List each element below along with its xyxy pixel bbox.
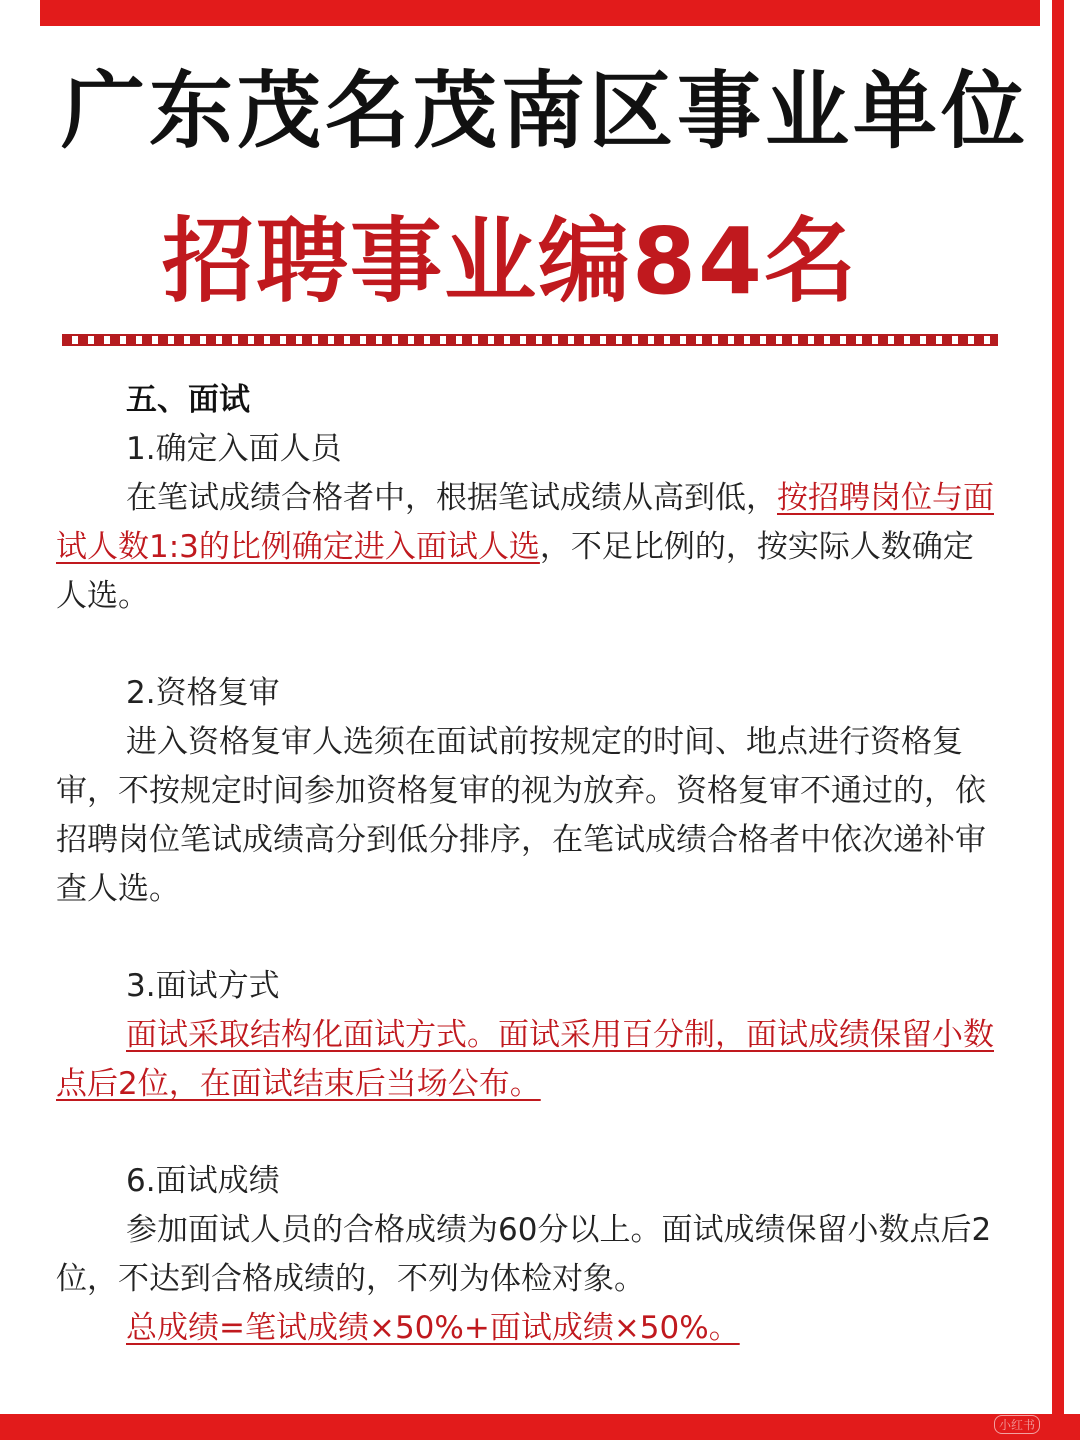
decorative-divider	[62, 334, 998, 346]
item-4-title: 6.面试成绩	[126, 1163, 280, 1199]
item-1-text-b: ，不足比例的，按实际人数确定人选。	[56, 529, 974, 614]
article-body	[56, 376, 996, 1353]
title-main: 广东茂名茂南区事业单位	[60, 62, 1029, 160]
watermark-logo: 小红书	[994, 1415, 1040, 1434]
item-3-highlight: 面试采取结构化面试方式。面试采用百分制，面试成绩保留小数点后2位，在面试结束后当场公布。	[56, 1017, 994, 1102]
item-3-title: 3.面试方式	[126, 968, 280, 1004]
right-border-bar	[1052, 0, 1064, 1440]
item-4-paragraph: 参加面试人员的合格成绩为60分以上。面试成绩保留小数点后2位，不达到合格成绩的，不列为体检对象。	[56, 1212, 992, 1297]
bottom-border-bar	[0, 1414, 1080, 1440]
section-heading: 五、面试	[126, 382, 250, 418]
item-1-title: 1.确定入面人员	[126, 431, 342, 467]
item-4-formula	[56, 1304, 996, 1353]
item-2-title: 2.资格复审	[126, 675, 280, 711]
title-sub: 招聘事业编84名	[161, 208, 859, 315]
top-border-bar	[40, 0, 1040, 26]
item-1-highlight: 按招聘岗位与面试人数1:3的比例确定进入面试人选	[56, 480, 994, 565]
item-1-text-a: 在笔试成绩合格者中，根据笔试成绩从高到低，	[126, 480, 777, 516]
item-4-highlight: 总成绩=笔试成绩×50%+面试成绩×50%。	[126, 1310, 740, 1346]
item-3-paragraph	[56, 1011, 996, 1109]
item-2-paragraph: 进入资格复审人选须在面试前按规定的时间、地点进行资格复审，不按规定时间参加资格复审的视为放弃。资格复审不通过的，依招聘岗位笔试成绩高分到低分排序，在笔试成绩合格者中依次递补审查人选。	[56, 724, 986, 907]
item-1-paragraph	[56, 474, 996, 621]
